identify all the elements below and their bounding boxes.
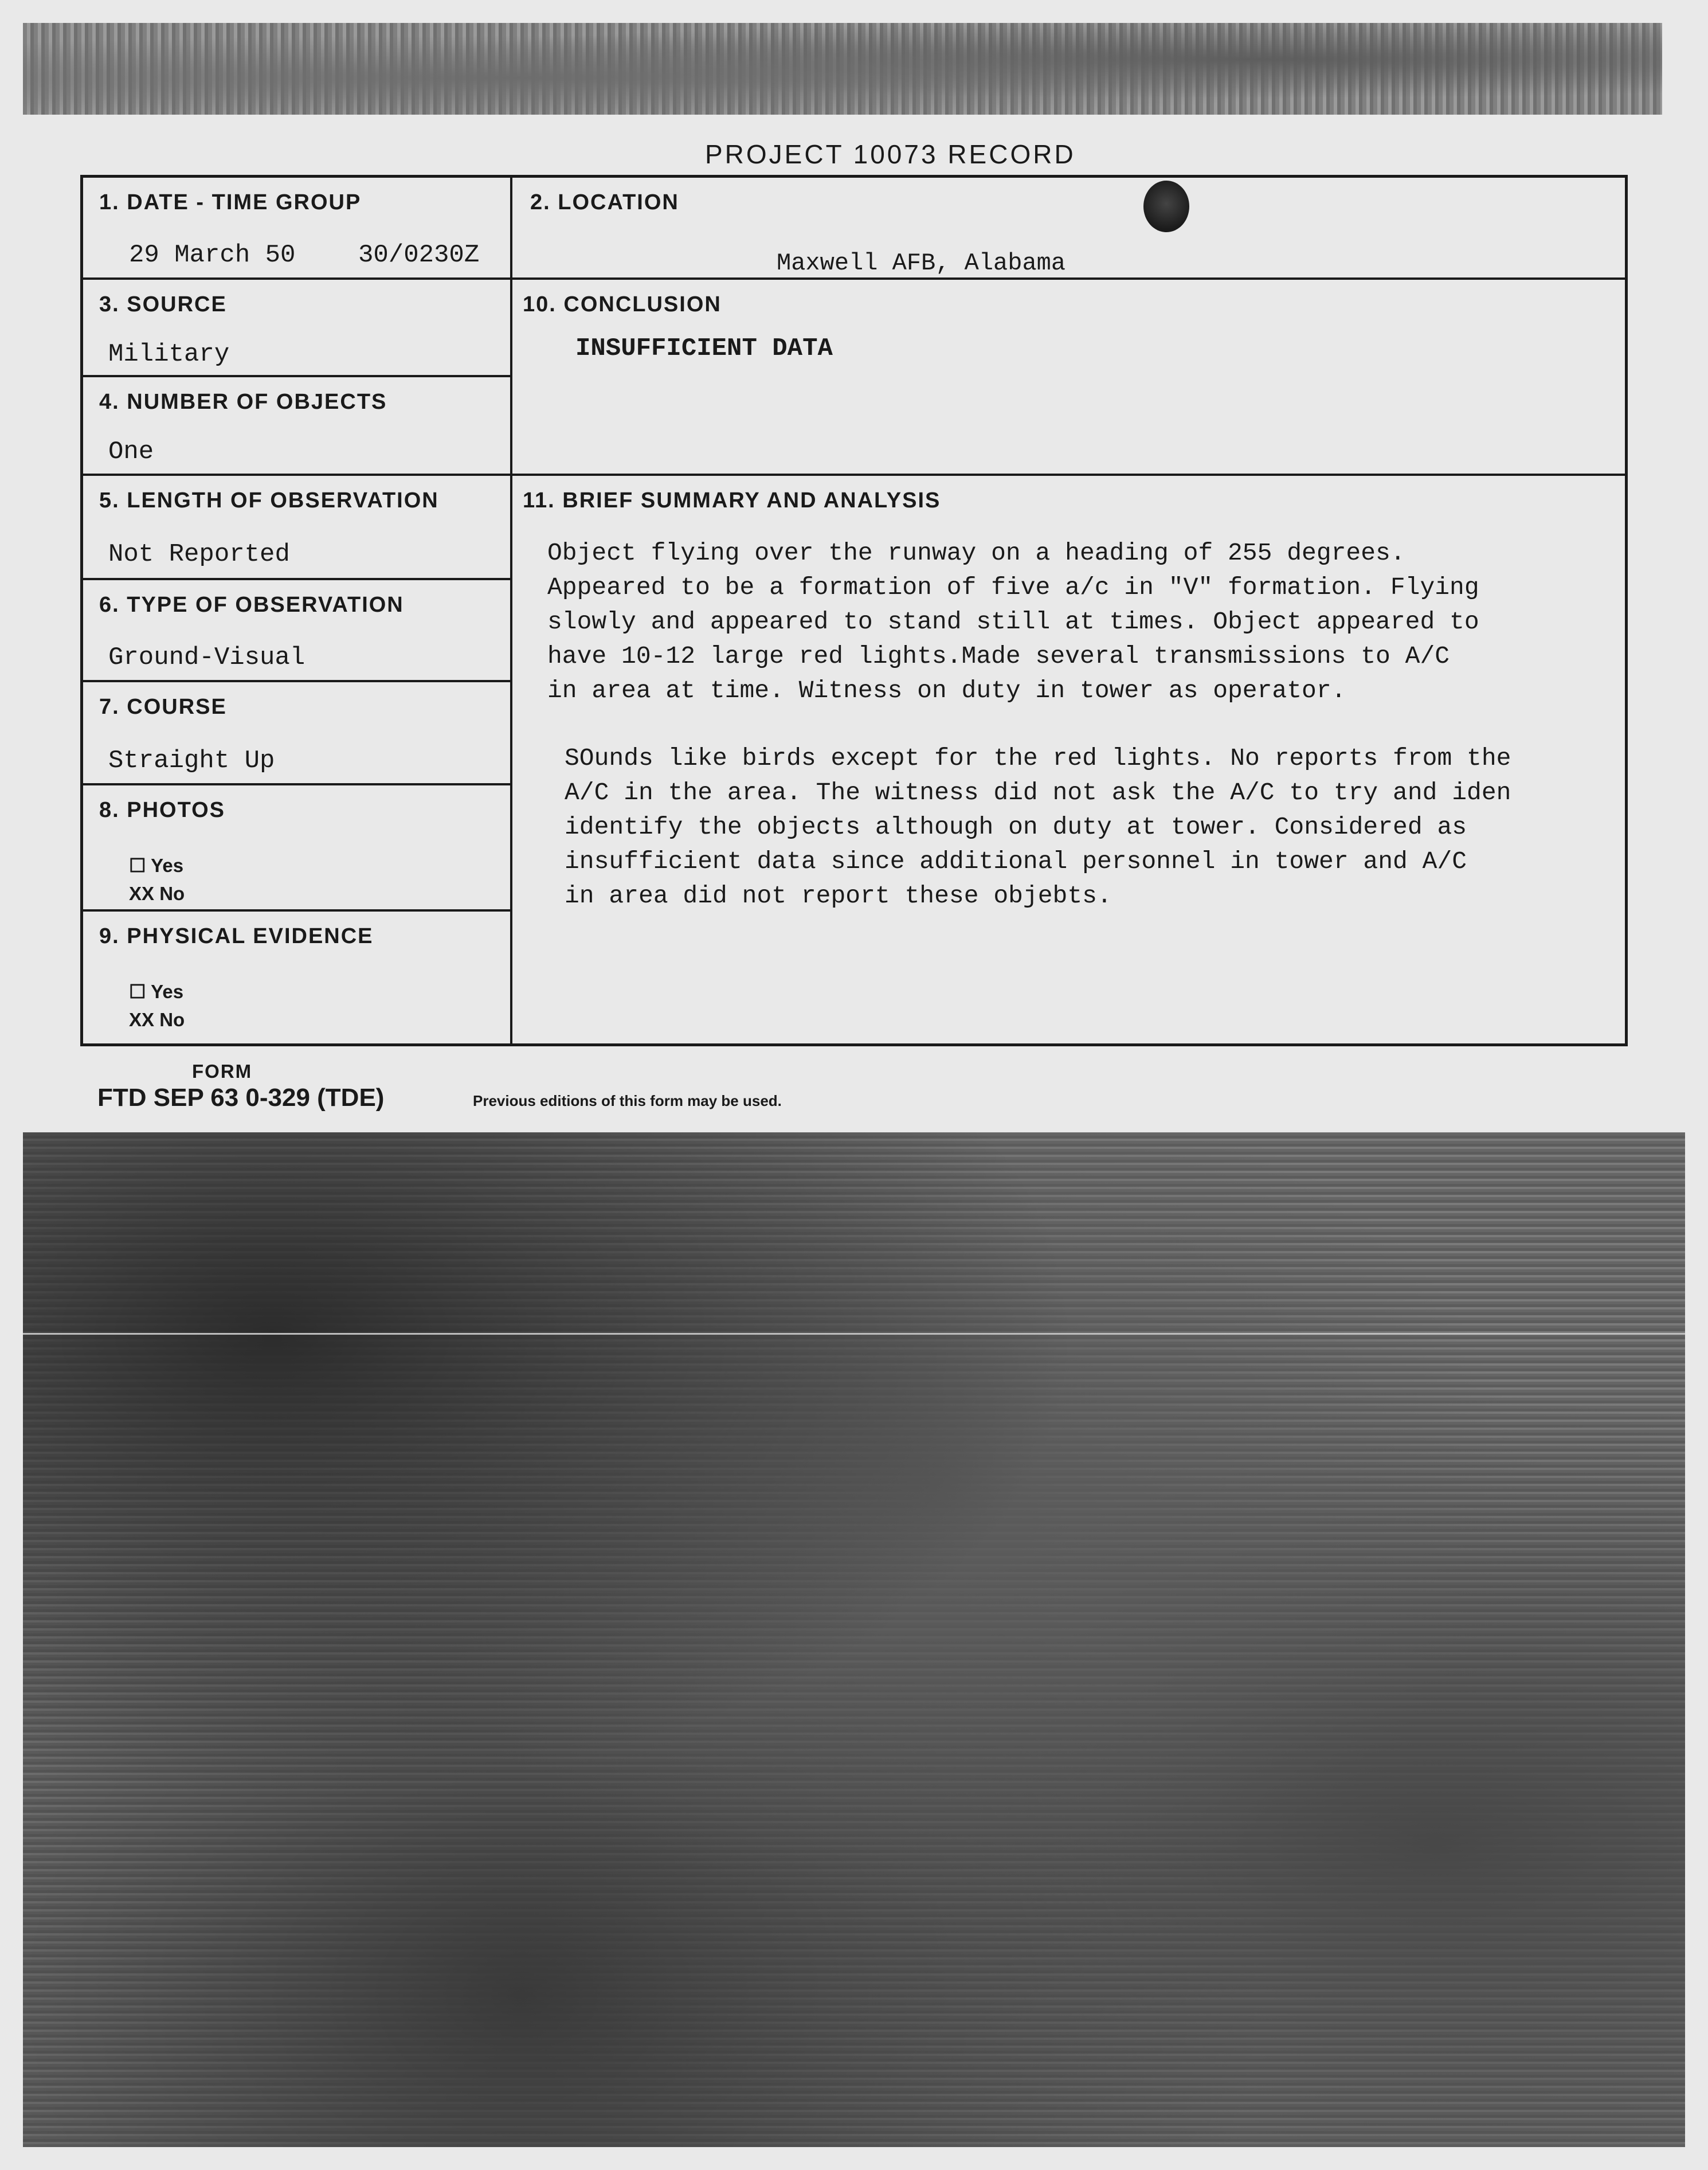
source-value: Military — [108, 340, 230, 369]
length-label: 5. LENGTH OF OBSERVATION — [99, 488, 439, 513]
punch-hole — [1143, 181, 1189, 232]
conclusion-cell — [512, 280, 1625, 476]
course-cell — [83, 682, 510, 785]
summary-line: Object flying over the runway on a heading of 255 degrees. — [547, 539, 1405, 567]
conclusion-value: INSUFFICIENT DATA — [575, 334, 833, 363]
type-cell — [83, 580, 510, 682]
scan-noise-top — [23, 23, 1662, 115]
photos-label: 8. PHOTOS — [99, 798, 226, 822]
course-value: Straight Up — [108, 746, 275, 775]
source-cell — [83, 280, 510, 377]
footer-form-label: FORM — [192, 1061, 253, 1082]
scan-noise-bottom — [23, 1132, 1685, 2147]
photos-cell — [83, 785, 510, 912]
source-label: 3. SOURCE — [99, 292, 227, 316]
number-of-objects-label: 4. NUMBER OF OBJECTS — [99, 390, 387, 414]
summary-line: identify the objects although on duty at tower. Considered as — [565, 813, 1467, 841]
time-value: 30/0230Z — [358, 241, 480, 269]
summary-paragraph-1 — [547, 536, 1613, 708]
physical-evidence-no-checkbox: XX No — [129, 1009, 185, 1030]
date-value: 29 March 50 — [129, 241, 296, 269]
length-cell — [83, 476, 510, 580]
number-of-objects-cell — [83, 377, 510, 476]
photos-no-checkbox: XX No — [129, 883, 185, 904]
summary-paragraph-2 — [565, 741, 1631, 913]
summary-label: 11. BRIEF SUMMARY AND ANALYSIS — [523, 488, 941, 513]
summary-line: Appeared to be a formation of five a/c in "V" formation. Flying — [547, 573, 1479, 601]
photos-yes-checkbox: ☐ Yes — [129, 855, 184, 876]
course-label: 7. COURSE — [99, 695, 227, 719]
summary-line: in area at time. Witness on duty in tower as operator. — [547, 677, 1346, 705]
summary-line: in area did not report these objebts. — [565, 882, 1112, 910]
physical-evidence-cell — [83, 912, 510, 1043]
summary-line: A/C in the area. The witness did not ask the A/C to try and iden — [565, 779, 1511, 807]
summary-line: SOunds like birds except for the red lights. No reports from the — [565, 744, 1511, 772]
date-time-cell — [83, 178, 1625, 280]
type-value: Ground-Visual — [108, 643, 305, 672]
number-of-objects-value: One — [108, 437, 154, 466]
date-time-label: 1. DATE - TIME GROUP — [99, 190, 362, 214]
location-label: 2. LOCATION — [530, 190, 679, 214]
physical-evidence-yes-checkbox: ☐ Yes — [129, 981, 184, 1002]
physical-evidence-label: 9. PHYSICAL EVIDENCE — [99, 924, 374, 948]
type-label: 6. TYPE OF OBSERVATION — [99, 593, 404, 617]
footer-note: Previous editions of this form may be used. — [473, 1092, 782, 1109]
record-title: PROJECT 10073 RECORD — [705, 139, 1076, 169]
footer-form-id: FTD SEP 63 0-329 (TDE) — [97, 1084, 385, 1112]
summary-line: insufficient data since additional personnel in tower and A/C — [565, 847, 1467, 875]
length-value: Not Reported — [108, 540, 290, 569]
conclusion-label: 10. CONCLUSION — [523, 292, 722, 316]
fold-line — [23, 1333, 1685, 1335]
summary-line: slowly and appeared to stand still at times. Object appeared to — [547, 608, 1479, 636]
location-value: Maxwell AFB, Alabama — [777, 249, 1066, 277]
summary-line: have 10-12 large red lights.Made several transmissions to A/C — [547, 642, 1450, 670]
